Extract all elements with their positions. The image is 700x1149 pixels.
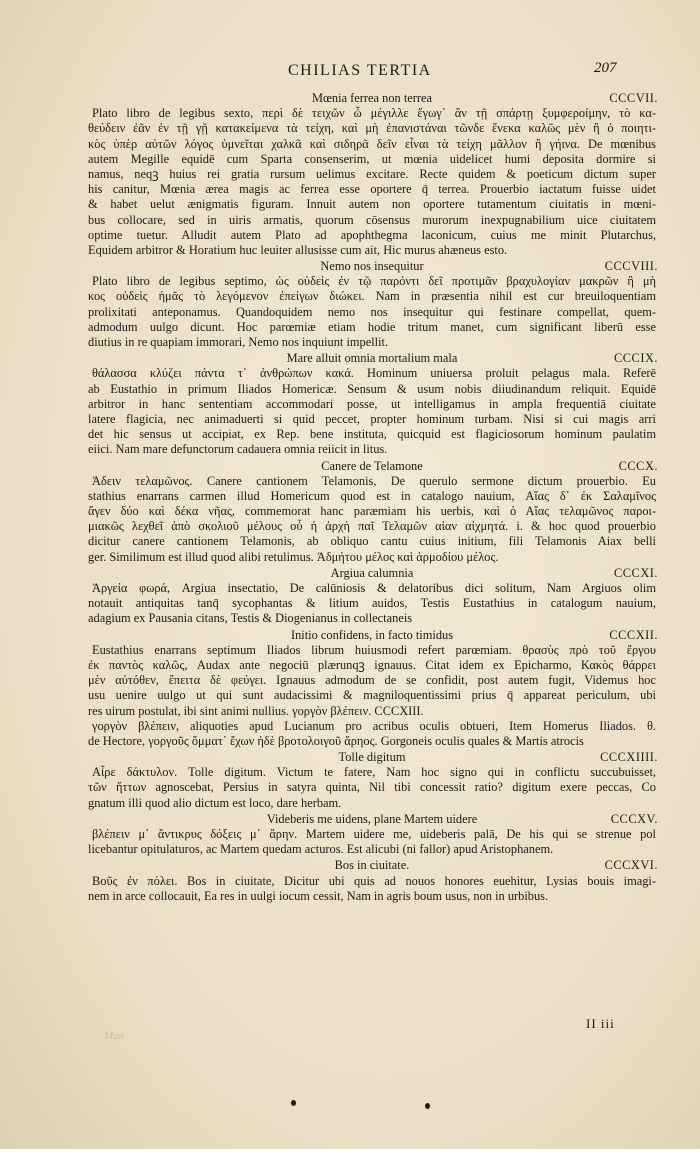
text-line: & habet uelut ænigmatis figuram. Innuit autem non oportere tutamentum ciuitatis in mœni- — [88, 197, 656, 212]
adage-number: CCCIX. — [614, 351, 658, 366]
adage-title: Bos in ciuitate. — [334, 858, 410, 873]
adage-title: Tolle digitum — [338, 750, 406, 765]
text-line: de Hectore, γοργοῦς ὄμματ᾽ ἔχων ἠδὲ βροτολοιγοῦ ἄρηος. Gorgoneis oculis quales & Martis atrocis — [88, 733, 584, 748]
signature-mark: II iii — [586, 1016, 615, 1031]
adages-text — [88, 90, 656, 904]
faint-stamp: Man — [104, 1030, 125, 1042]
text-line: ab Eustathio in primum Iliados Homericæ. Sensum & usum nobis diiudinandum reliquit. Equidē — [88, 381, 656, 396]
text-line: Ἀργεία φωρά, Argiua insectatio, De calūniosis & delatoribus dici solitum, Nam Argiuos olim — [92, 581, 656, 595]
text-line: autem Megille equidē cum Sparta consenserim, ut mœnia uidelicet humi deposita dormire si — [88, 151, 656, 166]
text-line: namus, neqꝫ huius rei gratia rursum uelimus excitare. Recte quidem & poeticum dictum super — [88, 166, 656, 181]
adage-entry — [88, 812, 656, 858]
adage-heading — [88, 459, 656, 474]
text-line: τῶν ἥττων agnoscebat, Persius in satyra quinta, Nil tibi concessit ratio? digitum exere peccas, Co — [88, 780, 656, 795]
adage-number: CCCXVI. — [604, 858, 658, 873]
text-line: Plato libro de legibus septimo, ὡς οὐδεὶς ἐν τῷ παρόντι δεῖ προτιμᾶν βραχυλογίαν μακρῶν ἢ μὴ — [92, 274, 656, 289]
text-line: βλέπειν μ᾽ ἄντικρυς δόξεις μ᾽ ἄρην. Martem uidere me, uideberis palā, De his qui se strenue pol — [92, 827, 656, 841]
text-line: stathius enarrans carmen illud Homericum quod est in catalogo nauium, Αἴας δ᾽ ἐκ Σαλαμῖνος — [88, 488, 656, 503]
text-line: licebantur opitulaturos, ac Martem quedam acturos. Est alicubi (ni fallor) apud Aristophanem. — [88, 842, 554, 857]
adage-number: CCCX. — [618, 458, 658, 473]
adage-entry — [88, 628, 656, 719]
adage-number: CCCXV. — [610, 811, 658, 826]
text-line: arbitror in hanc sententiam accommodari posse, ut intelligamus in ampla frequentiā ciuitate — [88, 396, 656, 411]
text-line: Αἶρε δάκτυλον. Tolle digitum. Victum te fatere, Nam hoc signo qui in conflictu succubuisset, — [92, 765, 656, 780]
adage-number: CCCVII. — [609, 91, 658, 105]
adage-heading — [88, 628, 656, 643]
text-line: eiici. Nam mare defunctorum cadauera omnia reiicit in litus. — [88, 442, 388, 457]
text-line: Βοῦς ἐν πόλει. Bos in ciuitate, Dicitur ubi quis ad nouos honores euehitur, Lysias bouis imagi- — [92, 873, 656, 888]
text-line: his canitur, Mœnia ærea magis ac ferrea esse oportere q̄ terrea. Prouerbio iactatum fuisse uidet — [88, 182, 656, 197]
adage-title: Initio confidens, in facto timidus — [290, 627, 454, 642]
text-line: Equidem arbitror & Horatium huc leuiter allusisse cum ait, Hic murus ahæneus esto. — [88, 242, 508, 257]
text-line: nem in arce collocauit, Ea res in uulgi iocum cessit, Nam in agris boum usus, non in urbibus. — [88, 888, 549, 903]
adage-heading — [88, 259, 656, 274]
text-line: usu uenire uulgo ut qui sunt audacissimi & magniloquentissimi prius q̄ appareat periculum, ubi — [88, 688, 656, 703]
adage-number: CCCXI. — [614, 565, 658, 580]
page-header — [0, 62, 700, 86]
adage-title: Mare alluit omnia mortalium mala — [286, 351, 458, 366]
text-line: Plato libro de legibus sexto, περὶ δὲ τειχῶν ὦ μέγιλλε ἔγωγ᾽ ἂν τῇ σπάρτῃ ξυμφεροίμην, τὸ κα- — [92, 106, 656, 121]
adage-entry — [88, 351, 656, 457]
adage-heading — [88, 351, 656, 366]
adage-title: Argiua calumnia — [330, 565, 414, 580]
text-line: latere flagicia, nec animaduerti si quid peccet, propter hominum turbam. Nisi si cui magis arri — [88, 411, 656, 426]
adage-number: CCCVIII. — [604, 259, 658, 274]
adage-heading — [88, 91, 656, 106]
text-line: Eustathius enarrans septimum Iliados librum huiusmodi refert parœmiam. θρασὺς πρὸ τοῦ ἔργου — [92, 642, 656, 657]
text-line: θάλασσα κλύζει πάντα τ᾽ ἀνθρώπων κακά. Hominum uniuersa proluit pelagus mala. Referē — [92, 366, 656, 381]
text-line: γοργὸν βλέπειν, aliquoties apud Lucianum pro acribus oculis obtueri, Item Homerus Iliados. θ. — [92, 718, 656, 733]
text-line: θεύδειν ἐᾶν ἐν τῇ γῇ κατακείμενα τὰ τείχη, καὶ μὴ ἐπανιστάναι τῶνδε ἕνεκα καλῶς μὲν ἢ ὁ ποιητι- — [88, 121, 656, 136]
adage-title: Mœnia ferrea non terrea — [311, 91, 433, 105]
text-line: κὸς ὑπὲρ αὐτῶν λόγος ὑμνεῖται χαλκᾶ καὶ σιδηρᾶ δεῖν εἶναι τὰ τείχη μᾶλλον ἢ γήινα. De mœnibus — [88, 136, 656, 151]
adage-entry — [88, 719, 656, 749]
adage-number: CCCXII. — [609, 627, 658, 642]
text-line: μὲν αὐτόθεν, ἔπειτα δὲ φεύγει. Ignauus admodum de se confidit, post autem fugit, Videmus hoc — [88, 673, 656, 688]
adage-entry — [88, 459, 656, 565]
text-line: ἐκ παντὸς καλῶς, Audax ante negociū plærunqꝫ ignauus. Citat idem ex Epicharmo, Κακὸς θάρρει — [88, 657, 656, 672]
adage-heading — [88, 812, 656, 827]
text-line: Ἀδειν τελαμῶνος. Canere cantionem Telamonis, De querulo sermone dictum prouerbio. Eu — [92, 473, 656, 488]
text-line: optime tuetur. Alludit autem Plato ad apophthegma laconicum, cuius me minit Plutarchus, — [88, 227, 656, 242]
adage-heading — [88, 566, 656, 581]
text-line: det hic sensus ut accipiat, ex Rep. bene instituta, quicquid est flagiciosorum hominum paulatim — [88, 427, 656, 442]
text-line: adagium ex Pausania citans, Testis & Diogenianus in collectaneis — [88, 611, 413, 626]
adage-entry — [88, 566, 656, 627]
text-line: res uirum postulat, ibi sint animi nullius. γοργὸν βλέπειν. CCCXIII. — [88, 703, 424, 718]
adage-heading — [88, 750, 656, 765]
adage-title: Canere de Telamone — [321, 458, 423, 473]
text-line: notauit antiquitas tanq̄ sycophantas & litium auidos, Testis Eustathius in catalogum nauium, — [88, 596, 656, 611]
text-line: diutius in re quapiam immorari, Nemo nos inquiunt impellit. — [88, 335, 389, 349]
running-head: CHILIAS TERTIA — [288, 62, 432, 79]
text-line: gnatum illi quod alio dictum est loco, dare herbam. — [88, 795, 342, 810]
ink-dot — [291, 1100, 296, 1106]
text-line: κος οὐδεὶς ἡμᾶς τὸ λεγόμενον ἐπείγων διώκει. Nam in præsentia nihil est cur breuiloquentiam — [88, 289, 656, 304]
text-line: bus collocare, sed in uiris armatis, quorum cōsensus murorum inexpugnabilium uice ciuitatem — [88, 212, 656, 227]
text-line: ἄγεν δύο καὶ δέκα νῆας, commemorat hanc paræmiam his uerbis, καὶ ὁ Αἴας τελαμῶνος παροι- — [88, 504, 656, 519]
adage-title: Videberis me uidens, plane Martem uidere — [266, 811, 478, 826]
text-line: μιακῶς λεχθεῖ ἀπὸ σκολιοῦ μέλους οὗ ἡ ἀρχὴ παῖ Τελαμῶν αἰαν αἰχμητά. i. & hoc quod prouerbio — [88, 519, 656, 534]
adage-entry — [88, 750, 656, 811]
ink-dot — [425, 1103, 430, 1109]
text-line: dicitur canere cantionem Telamonis, ab obliquo cantu cuius initium, fili Telamonis Aiax belli — [88, 534, 656, 549]
adage-number: CCCXIIII. — [600, 750, 658, 765]
text-line: prolixitati anteponamus. Quandoquidem nemo nos insequitur qui festinare compellat, quem- — [88, 304, 656, 319]
adage-title: Nemo nos insequitur — [320, 259, 424, 274]
adage-heading — [88, 858, 656, 873]
text-line: admodum uulgo dicunt. Hoc parœmiæ etiam hodie tritum manet, cum significant liberū esse — [88, 319, 656, 334]
adage-entry — [88, 259, 656, 350]
adage-entry — [88, 91, 656, 258]
adage-entry — [88, 858, 656, 904]
text-line: ger. Similimum est illud quod alibi retulimus. Ἀδμήτου μέλος καὶ ἁρμοδίου μέλος. — [88, 549, 499, 564]
page-number: 207 — [594, 60, 617, 76]
